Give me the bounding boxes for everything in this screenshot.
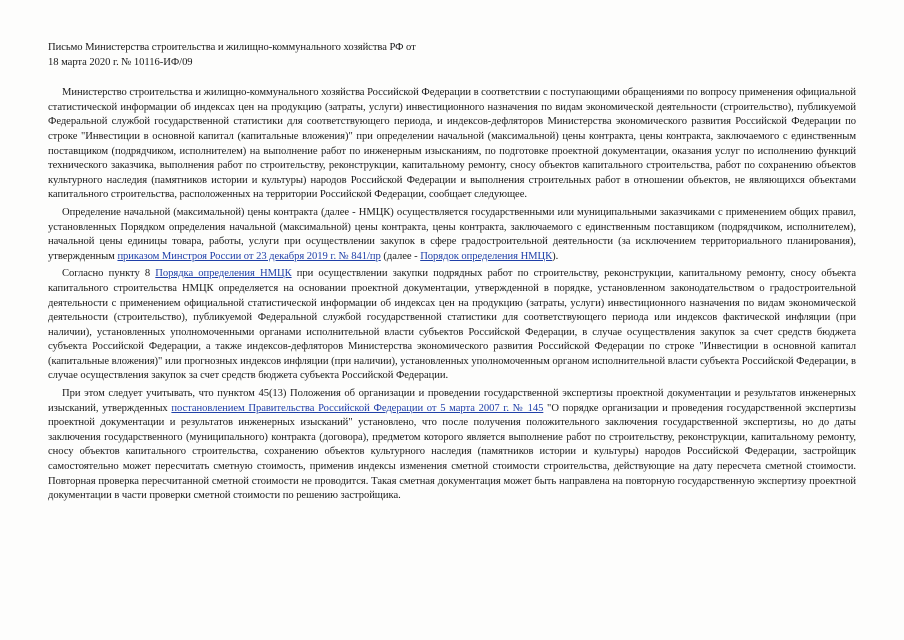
paragraph-text: Согласно пункту 8 (62, 268, 156, 280)
paragraph-text: "О порядке организации и проведения государственной экспертизы проектной документации и результатов инженерных изысканий" установлено, что после получения положительного заключения государственной экспертизы, но до даты заключения государственного (муниципального) контракта (договора), предметом которого является выполнение работ по строительству, реконструкции, капитальному ремонту, сносу объектов капитального строительства, сохранению объектов культурного наследия (памятников истории и культуры) народов Российской Федерации, застройщик самостоятельно может пересчитать сметную стоимость, применив индексы изменения сметной стоимости строительства, действующие на дату пересчета сметной стоимости. Повторная проверка пересчитанной сметной стоимости не проводится. Такая сметная документация может быть направлена на повторную государственную экспертизу проектной документации в части проверки сметной стоимости по решению застройщика. (48, 402, 856, 502)
document-title: Письмо Министерства строительства и жилищно-коммунального хозяйства РФ от 18 марта 2020 г. № 10116-ИФ/09 (48, 42, 416, 68)
paragraph-text: Определение начальной (максимальной) цены контракта (далее - НМЦК) осуществляется государственными или муниципальными заказчиками с применением общих правил, установленных Порядком определения начальной (максимальной) цены контракта, цены контракта, заключаемого с единственным поставщиком (подрядчиком, исполнителем), начальной цены единицы товара, работы, услуги при осуществлении закупок в сфере градостроительной деятельности (за исключением территориального планирования), утвержденным (48, 206, 856, 262)
paragraph-text: ). (552, 250, 559, 262)
paragraph-3 (48, 267, 856, 384)
paragraph-text: Министерство строительства и жилищно-коммунального хозяйства Российской Федерации в соответствии с поступающими обращениями по вопросу применения официальной статистической информации об индексах цен на продукцию (затраты, услуги) инвестиционного назначения по видам экономической деятельности (строительство), публикуемой Федеральной службой государственной статистики для соответствующего периода, и индексов-дефляторов Министерства экономического развития Российской Федерации по строке "Инвестиции в основной капитал (капитальные вложения)" при определении начальной (максимальной) цены контракта, цены контракта, заключаемого с единственным поставщиком (подрядчиком, исполнителем) на выполнение работ по инженерным изысканиям, по подготовке проектной документации, оказания услуг по исполнению функций технического заказчика, выполнения работ по строительству, реконструкции, капитальному ремонту, сносу объектов капитального строительства, работ по сохранению объектов культурного наследия (памятников истории и культуры) народов Российской Федерации и выполнения строительных работ в отношении объектов, не являющихся объектами капитального строительства, расположенных на территории Российской Федерации, сообщает следующее. (48, 87, 856, 201)
nmck-procedure-link[interactable]: Порядка определения НМЦК (155, 268, 292, 280)
paragraph-text: (далее - (380, 250, 421, 262)
paragraph-text: При этом следует учитывать, что пунктом 45(13) Положения об организации и проведении государственной экспертизы проектной документации и результатов инженерных изысканий, утвержденных (48, 388, 856, 414)
nmck-procedure-link[interactable]: Порядок определения НМЦК (420, 250, 553, 262)
paragraph-2 (48, 206, 856, 264)
order-minstroy-841-link[interactable]: приказом Минстроя России от 23 декабря 2019 г. № 841/пр (117, 250, 381, 262)
paragraph-text: при осуществлении закупки подрядных работ по строительству, реконструкции, капитальному ремонту, сносу объекта капитального строительства НМЦК определяется на основании проектной документации, утвержденной в порядке, установленном законодательством о градостроительной деятельности с применением официальной статистической информации об индексах цен на продукцию (затраты, услуги) инвестиционного назначения по видам экономической деятельности (строительство), публикуемой Федеральной службой государственной статистики для соответствующего периода или индексов фактической инфляции (при наличии), установленных уполномоченными органами исполнительной власти субъектов Российской Федерации, в случае осуществления закупок за счет средств бюджета субъекта Российской Федерации, а также индексов-дефляторов Министерства экономического развития Российской Федерации по строке "Инвестиции в основной капитал (капитальные вложения)" или прогнозных индексов инфляции (при наличии), установленных уполномоченным органом исполнительной власти субъекта Российской Федерации, в случае осуществления закупок за счет средств бюджета субъекта Российской Федерации. (48, 268, 856, 382)
document-body (48, 41, 856, 507)
government-decree-145-link[interactable]: постановлением Правительства Российской Федерации от 5 марта 2007 г. № 145 (171, 402, 544, 414)
paragraph-4 (48, 387, 856, 504)
paragraph-1 (48, 86, 856, 203)
